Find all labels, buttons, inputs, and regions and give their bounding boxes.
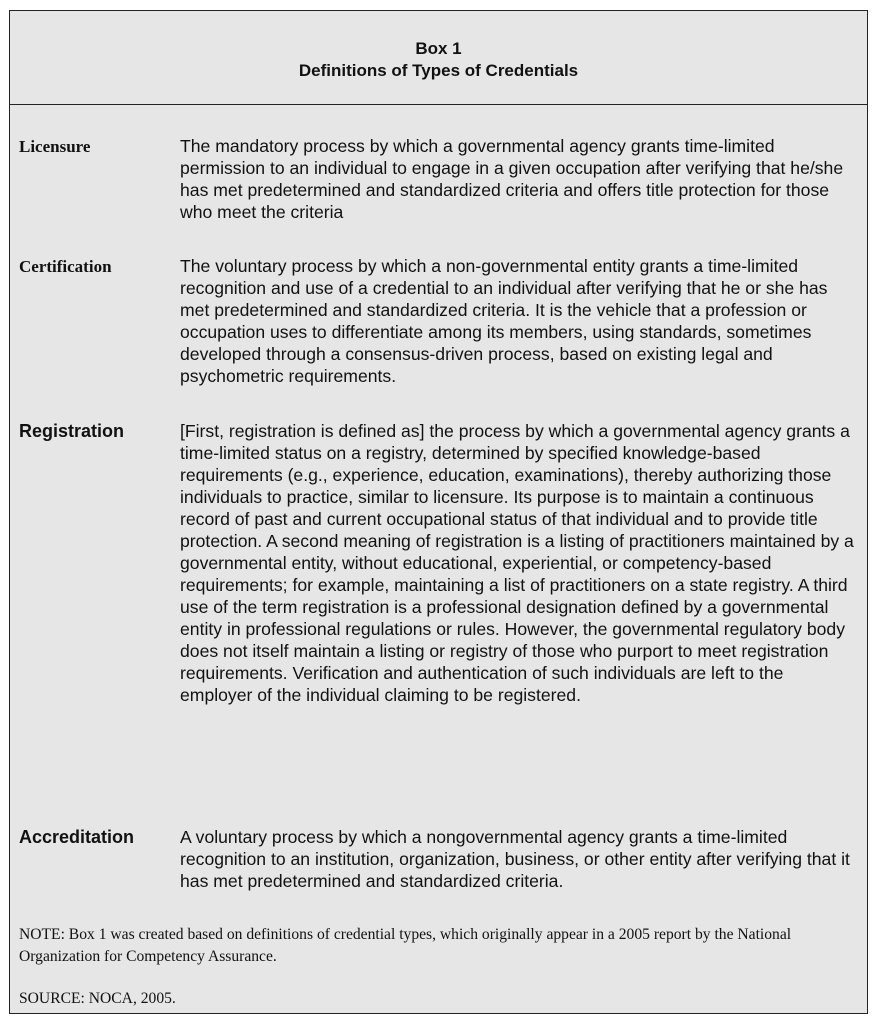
definitions-box [9, 10, 868, 1014]
definition-certification: The voluntary process by which a non-governmental entity grants a time-limited recognition and use of a credential to an individual after verifying that he or she has met predetermined and standardized criteria. It is the vehicle that a profession or occupation uses to differentiate among its members, using standards, sometimes developed through a consensus-driven process, based on existing legal and psychometric requirements. [180, 256, 828, 386]
box-title: Definitions of Types of Credentials [298, 61, 579, 80]
term-certification: Certification [19, 257, 112, 276]
box-label: Box 1 [415, 39, 462, 58]
box-header [10, 11, 867, 105]
term-accreditation: Accreditation [19, 827, 135, 847]
definition-accreditation: A voluntary process by which a nongovernmental agency grants a time-limited recognition to an institution, organization, business, or other entity after verifying that it has met predetermined and standardized criteria. [180, 827, 850, 891]
box-note: NOTE: Box 1 was created based on definitions of credential types, which originally appear in a 2005 report by the National Organization for Competency Assurance. [19, 926, 792, 965]
term-registration: Registration [19, 421, 125, 441]
term-licensure: Licensure [19, 137, 91, 156]
definition-licensure: The mandatory process by which a governmental agency grants time-limited permission to an individual to engage in a given occupation after verifying that he/she has met predetermined and standardized criteria and offers title protection for those who meet the criteria [180, 136, 844, 222]
box-source: SOURCE: NOCA, 2005. [19, 990, 176, 1007]
definition-registration: [First, registration is defined as] the process by which a governmental agency grants a time-limited status on a registry, determined by specified knowledge-based requirements (e.g., experience, education, examinations), thereby authorizing those individuals to practice, similar to licensure. Its purpose is to maintain a continuous record of past and current occupational status of that individual and to provide title protection. A second meaning of registration is a listing of practitioners maintained by a governmental entity, without educational, experiential, or competency-based requirements; for example, maintaining a list of practitioners on a state registry. A third use of the term registration is a professional designation defined by a governmental entity in professional regulations or rules. However, the governmental regulatory body does not itself maintain a listing or registry of those who purport to meet registration requirements. Verification and authentication of such individuals are left to the employer of the individual claiming to be registered. [180, 421, 854, 705]
